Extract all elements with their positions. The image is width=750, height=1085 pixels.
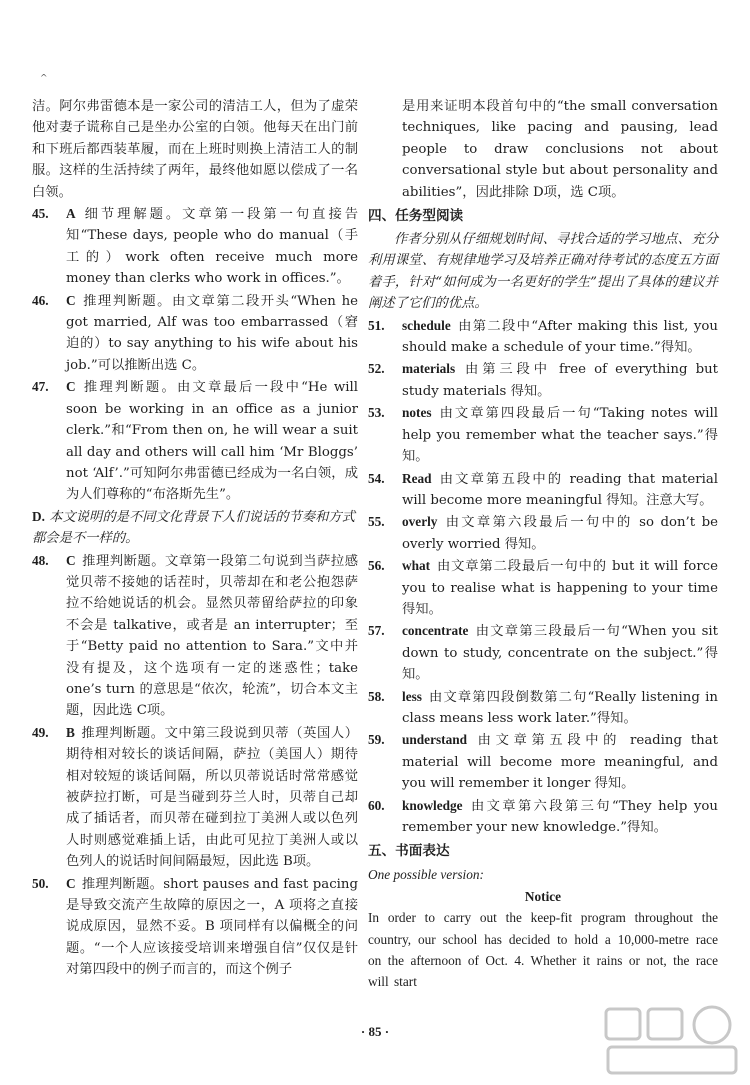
essay-paragraph: In order to carry out the keep-fit program throughout the country, our school has decided to hold a 10,000-metre race on the afternoon of Oct. 4. Whether it rains or not, the race will start	[368, 910, 718, 990]
section-title-task-reading: 四、任务型阅读	[368, 208, 464, 225]
page-mark: ^	[40, 74, 48, 84]
item-answer: knowledge	[402, 797, 463, 813]
item-explanation: 由第二段中“After making this list, you should make a schedule of your time.”得知。	[402, 318, 718, 356]
answer-item-47	[32, 376, 358, 505]
item-explanation: 由第三段中 free of everything but study materials 得知。	[402, 362, 718, 399]
passage-d-summary	[32, 506, 358, 550]
item-number: 58.	[368, 688, 385, 704]
item-explanation: 由文章第五段中的 reading that material will become more meaningful, and you will remember it longer 得知。	[402, 733, 718, 792]
page-number: · 85 ·	[360, 1024, 390, 1039]
watermark-logo-icon	[602, 1003, 744, 1079]
item-number: 55.	[368, 514, 385, 530]
item-explanation: 推理判断题。short pauses and fast pacing 是导致交流产生故障的原因之一，A 项将之直接说成原因，显然不妥。B 项同样有以偏概全的问题。“一个人应该接受培训来增强自信”仅仅是针对第四段中的例子而言的，而这个例子	[66, 876, 358, 978]
item-number: 48.	[32, 552, 49, 568]
item-answer: Read	[402, 470, 432, 486]
item-number: 45.	[32, 206, 49, 222]
item-number: 54.	[368, 470, 385, 486]
item-number: 46.	[32, 292, 49, 308]
section-intro: 作者分别从仔细规划时间、寻找合适的学习地点、充分利用课堂、有规律地学习及培养正确对待考试的态度五方面着手，针对“如何成为一名更好的学生”提出了具体的建议并阐述了它们的优点。	[368, 232, 718, 312]
answer-item-58	[368, 686, 718, 730]
continued-paragraph: 洁。阿尔弗雷德本是一家公司的清洁工人，但为了虚荣他对妻子谎称自己是坐办公室的白领。他每天在出门前和下班后都西装革履，而在上班时则换上清洁工人的制服。这样的生活持续了两年，最终他如愿以偿成了一名白领。	[32, 99, 358, 200]
item-explanation: 推理判断题。文章第一段第二句说到当萨拉感觉贝蒂不接她的话茬时，贝蒂却在和老公抱怨萨拉不给她说话的机会。显然贝蒂留给萨拉的印象不会是 talkative，或者是 an interrupter；至于“Betty paid no attention to Sara.”文中并没有提及，这个选项有一定的迷惑性；take one’s turn 的意思是“依次，轮流”，切合本文主题，因此选 C项。	[66, 553, 358, 719]
answer-item-55	[368, 511, 718, 555]
item-explanation: 推理判断题。由文章最后一段中“He will soon be working in an office as a junior clerk.”和“From then on, he will wear a suit all day and others will call him ‘Mr Bloggs’ not ‘Alf’.”可知阿尔弗雷德已经成为一名白领，成为人们尊称的“布洛斯先生”。	[66, 380, 358, 503]
item-number: 50.	[32, 875, 49, 891]
item-answer: understand	[402, 732, 468, 748]
item-explanation: 由文章第五段中的 reading that material will become more meaningful 得知。注意大写。	[402, 471, 718, 508]
answer-item-48	[32, 550, 358, 722]
item-answer: schedule	[402, 317, 451, 333]
answer-item-60	[368, 795, 718, 839]
item-number: 49.	[32, 724, 49, 740]
section-title-writing: 五、书面表达	[368, 843, 450, 860]
answer-item-50	[32, 873, 358, 981]
answer-item-53	[368, 402, 718, 467]
answer-item-46	[32, 290, 358, 377]
item-number: 59.	[368, 732, 385, 748]
item-number: 60.	[368, 797, 385, 813]
left-column	[32, 96, 358, 981]
item-answer: C	[66, 379, 76, 395]
item-answer: A	[66, 206, 76, 222]
item-answer: C	[66, 292, 76, 308]
right-column	[368, 96, 718, 993]
notice-title: Notice	[524, 888, 562, 904]
item-explanation: 由文章第六段第三句“They help you remember your new knowledge.”得知。	[402, 798, 718, 835]
item-explanation: 由文章第三段最后一句“When you sit down to study, concentrate on the subject.”得知。	[402, 624, 718, 683]
item-answer: B	[66, 724, 75, 740]
answer-item-45	[32, 203, 358, 290]
item-number: 52.	[368, 361, 385, 377]
item-number: 56.	[368, 558, 385, 574]
item-answer: concentrate	[402, 623, 469, 639]
item-explanation: 推理判断题。由文章第二段开头“When he got married, Alf was too embarrassed（窘迫的）to say anything to his wife about his job.”可以推断出选 C。	[66, 293, 358, 373]
item-number: 47.	[32, 379, 49, 395]
item-explanation: 由文章第六段最后一句中的 so don’t be overly worried 得知。	[402, 515, 718, 552]
answer-item-56	[368, 555, 718, 620]
item-number: 57.	[368, 623, 385, 639]
item-answer: C	[66, 552, 76, 568]
answer-item-57	[368, 620, 718, 685]
item-answer: materials	[402, 361, 456, 377]
passage-d-label: D.	[32, 508, 45, 524]
one-possible-version-label: One possible version:	[368, 867, 484, 883]
answer-item-59	[368, 729, 718, 794]
item-answer: overly	[402, 514, 438, 530]
item-explanation: 由文章第四段倒数第二句“Really listening in class means less work later.”得知。	[402, 689, 718, 726]
item-explanation: 由文章第四段最后一句“Taking notes will help you remember what the teacher says.”得知。	[402, 406, 718, 465]
item-explanation: 由文章第二段最后一句中的 but it will force you to realise what is happening to your time 得知。	[402, 559, 718, 617]
item-number: 53.	[368, 405, 385, 421]
answer-item-52	[368, 358, 718, 402]
passage-d-text: 本文说明的是不同文化背景下人们说话的节奏和方式都会是不一样的。	[32, 509, 355, 547]
item-explanation: 推理判断题。文中第三段说到贝蒂（英国人）期待相对较长的谈话间隔，萨拉（美国人）期待相对较短的谈话间隔，所以贝蒂说话时常常感觉被萨拉打断，可是当碰到芬兰人时，贝蒂自己却成了插话者，而贝蒂在碰到拉丁美洲人或以色列人时则感觉难插上话，由此可见拉丁美洲人或以色列人的说话时间间隔最短，因此选 B项。	[66, 725, 358, 870]
continued-paragraph: 是用来证明本段首句中的“the small conversation techniques, like pacing and pausing, lead people to draw conclusions not about conversational style but about personality and abilities”，因此排除 D项，选 C项。	[402, 99, 718, 200]
item-answer: less	[402, 688, 422, 704]
item-number: 51.	[368, 317, 385, 333]
item-answer: what	[402, 558, 431, 574]
item-answer: notes	[402, 405, 432, 421]
answer-item-49	[32, 722, 358, 873]
answer-item-54	[368, 468, 718, 512]
item-explanation: 细节理解题。文章第一段第一句直接告知“These days, people who do manual（手工的）work often receive much more money than clerks who work in offices.”。	[66, 207, 358, 287]
answer-item-51	[368, 315, 718, 359]
item-answer: C	[66, 875, 76, 891]
